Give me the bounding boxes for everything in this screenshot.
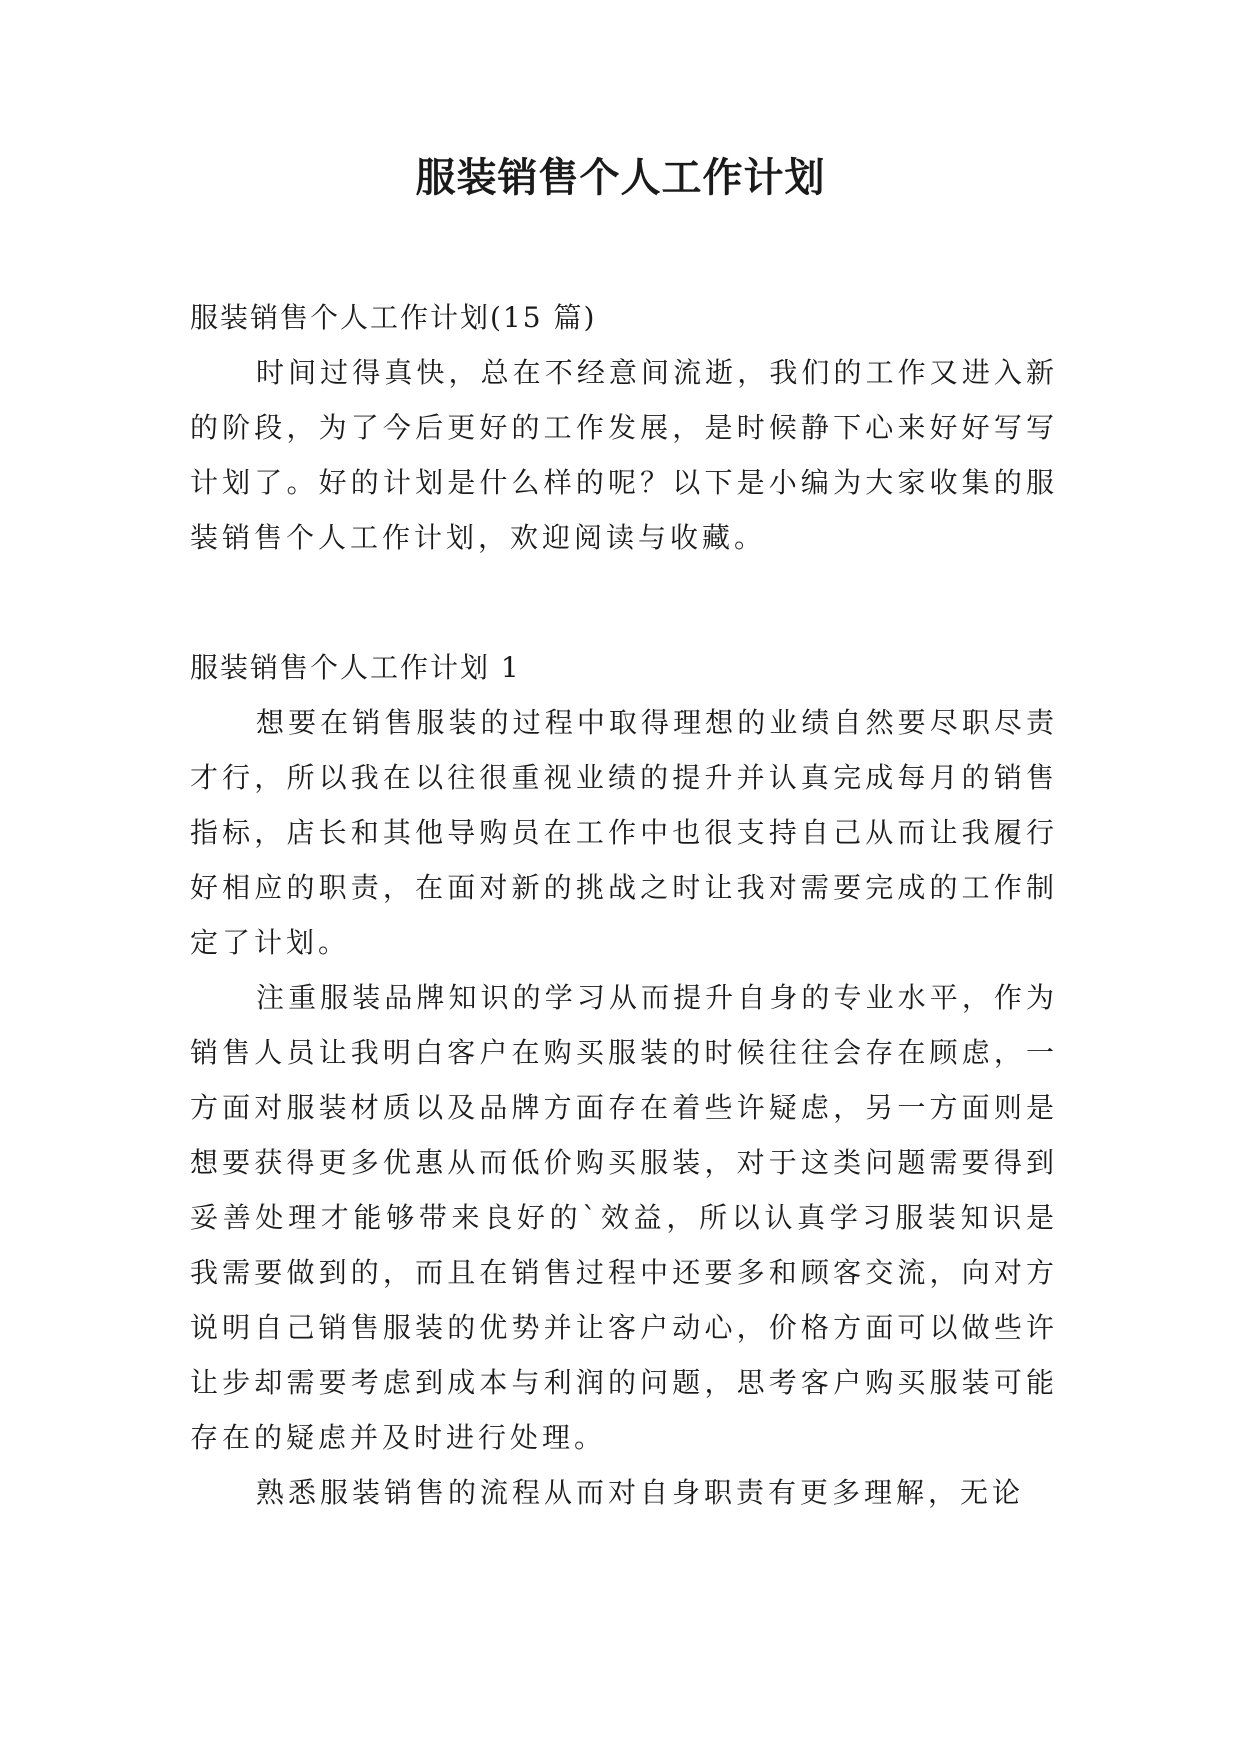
- body-paragraph-2: 注重服装品牌知识的学习从而提升自身的专业水平，作为销售人员让我明白客户在购买服装的时候往往会存在顾虑，一方面对服装材质以及品牌方面存在着些许疑虑，另一方面则是想要获得更多优惠从而低价购买服装，对于这类问题需要得到妥善处理才能够带来良好的`效益，所以认真学习服装知识是我需要做到的，而且在销售过程中还要多和顾客交流，向对方说明自己销售服装的优势并让客户动心，价格方面可以做些许让步却需要考虑到成本与利润的问题，思考客户购买服装可能存在的疑虑并及时进行处理。: [190, 981, 1058, 1454]
- section-heading: 服装销售个人工作计划 1: [190, 651, 521, 684]
- intro-paragraph: 时间过得真快，总在不经意间流逝，我们的工作又进入新的阶段，为了今后更好的工作发展，是时候静下心来好好写写计划了。好的计划是什么样的呢？以下是小编为大家收集的服装销售个人工作计划，欢迎阅读与收藏。: [190, 356, 1058, 554]
- document-title: 服装销售个人工作计划: [415, 154, 826, 201]
- document-subtitle: 服装销售个人工作计划(15 篇): [190, 301, 597, 334]
- body-paragraph-3: 熟悉服装销售的流程从而对自身职责有更多理解，无论: [256, 1476, 1025, 1509]
- document-body: [190, 290, 1058, 1520]
- section-gap: [190, 565, 1058, 640]
- body-paragraph-1: 想要在销售服装的过程中取得理想的业绩自然要尽职尽责才行，所以我在以往很重视业绩的提升并认真完成每月的销售指标，店长和其他导购员在工作中也很支持自己从而让我履行好相应的职责，在面对新的挑战之时让我对需要完成的工作制定了计划。: [190, 706, 1058, 959]
